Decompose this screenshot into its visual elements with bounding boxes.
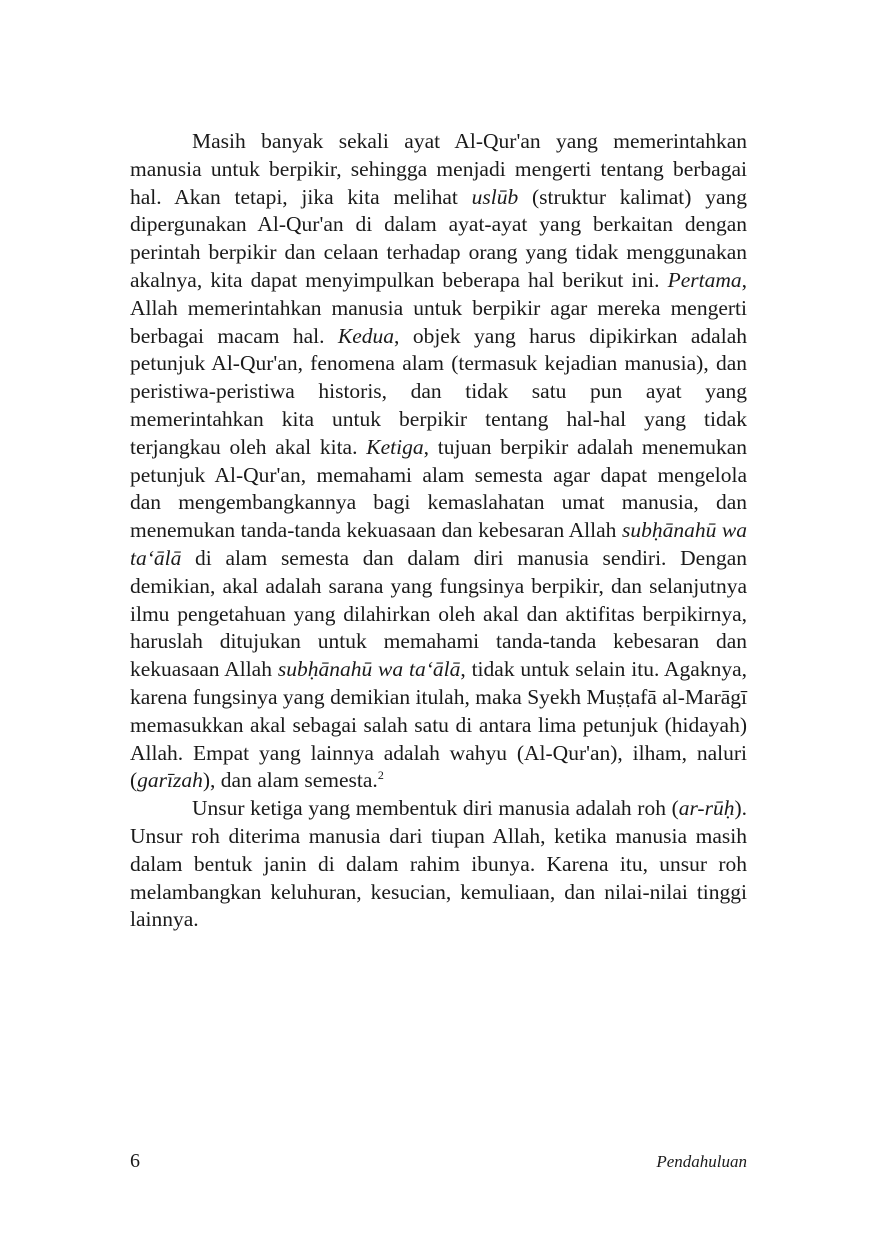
- text-run: Masih banyak sekali ayat Al-Qur'an yang memerintahkan manusia untuk berpikir, sehingga menjadi mengerti tentang berbagai hal. Akan tetapi, jika kita melihat: [130, 129, 747, 209]
- text-run: , tujuan berpikir adalah menemukan petunjuk Al-Qur'an, memahami alam semesta agar dapat mengelola dan mengembangkannya bagi kemaslahatan umat manusia, dan menemukan tanda-tanda kekuasaan dan kebesaran Allah: [130, 434, 747, 543]
- paragraph-2: [130, 795, 747, 934]
- text-run: (struktur kalimat) yang dipergunakan Al-Qur'an di dalam ayat-ayat yang berkaitan dengan perintah berpikir dan celaan terhadap orang yang tidak menggunakan akalnya, kita dapat menyimpulkan beberapa hal berikut ini.: [130, 184, 747, 292]
- running-footer-title: Pendahuluan: [656, 1152, 747, 1171]
- paragraph-1: [130, 128, 747, 795]
- italic-term: Kedua: [337, 323, 395, 348]
- footnote-marker: 2: [377, 768, 384, 783]
- text-run: Unsur ketiga yang membentuk diri manusia adalah roh (: [192, 796, 679, 821]
- italic-term: subḥānahū wa ta‘ālā: [130, 518, 747, 570]
- text-run: ), dan alam semesta.: [202, 768, 378, 793]
- text-run: , objek yang harus dipikirkan adalah petunjuk Al-Qur'an, fenomena alam (termasuk kejadian manusia), dan peristiwa-peristiwa historis, dan tidak satu pun ayat yang memerintahkan kita untuk berpikir tentang hal-hal yang tidak terjangkau oleh akal kita.: [130, 323, 747, 459]
- text-run: di alam semesta dan dalam diri manusia sendiri. Dengan demikian, akal adalah sarana yang fungsinya berpikir, dan selanjutnya ilmu pengetahuan yang dilahirkan oleh akal dan aktifitas berpikirnya, haruslah ditujukan untuk memahami tanda-tanda kebesaran dan kekuasaan Allah: [130, 545, 747, 682]
- body-text: [130, 128, 747, 934]
- italic-term: subḥānahū wa ta‘ālā: [277, 657, 461, 682]
- italic-term: ar-rūḥ: [678, 796, 735, 821]
- italic-term: garīzah: [137, 768, 203, 793]
- page-number: 6: [130, 1150, 140, 1172]
- text-run: , Allah memerintahkan manusia untuk berpikir agar mereka mengerti berbagai macam hal.: [130, 267, 747, 348]
- italic-term: Ketiga: [366, 434, 424, 459]
- italic-term: Pertama: [667, 267, 742, 292]
- text-run: , tidak untuk selain itu. Agaknya, karena fungsinya yang demikian itulah, maka Syekh Muṣṭafā al-Marāgī memasukkan akal sebagai salah satu di antara lima petunjuk (hidayah) Allah. Empat yang lainnya adalah wahyu (Al-Qur'an), ilham, naluri (: [130, 657, 747, 793]
- italic-term: uslūb: [471, 184, 519, 209]
- text-run: ). Unsur roh diterima manusia dari tiupan Allah, ketika manusia masih dalam bentuk janin di dalam rahim ibunya. Karena itu, unsur roh melambangkan keluhuran, kesucian, kemuliaan, dan nilai-nilai tinggi lainnya.: [130, 796, 747, 932]
